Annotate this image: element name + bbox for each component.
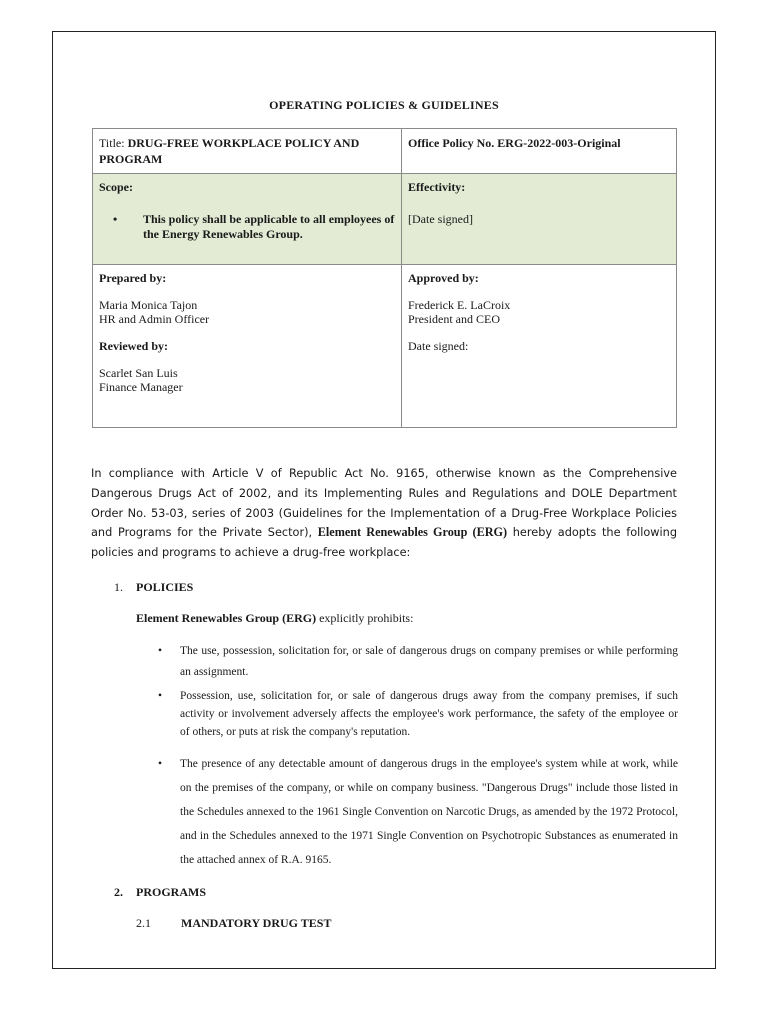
subsection-number: 2.1 xyxy=(136,916,151,930)
bullet-glyph: • xyxy=(158,690,163,702)
reviewed-name: Scarlet San Luis xyxy=(99,366,178,380)
section-number: 2. xyxy=(114,885,123,899)
effectivity-cell xyxy=(402,174,677,265)
org-name: Element Renewables Group (ERG) xyxy=(136,611,317,625)
policy-bullet xyxy=(158,687,678,741)
title-cell xyxy=(93,129,402,174)
intro-text-end: hereby adopts the following policies and programs to achieve a drug-free workplace: xyxy=(91,526,678,560)
scope-cell xyxy=(93,174,402,265)
intro-org-name: Element Renewables Group (ERG) xyxy=(317,525,508,540)
approved-name: Frederick E. LaCroix xyxy=(408,298,511,312)
office-policy-number: Office Policy No. ERG-2022-003-Original xyxy=(402,129,677,174)
section-number: 1. xyxy=(114,580,123,594)
approved-label: Approved by: xyxy=(408,271,479,285)
bullet-glyph: • xyxy=(113,212,118,226)
document-heading: OPERATING POLICIES & GUIDELINES xyxy=(269,98,499,112)
policy-bullet-text: The use, possession, solicitation for, or sale of dangerous drugs on company premises or while performing an assignment. xyxy=(180,645,678,678)
subsection-heading xyxy=(136,916,332,931)
scope-bullet xyxy=(113,212,395,242)
title-label: Title: xyxy=(99,136,128,150)
policy-info-table xyxy=(92,128,677,428)
prohibits-line xyxy=(136,611,413,626)
bullet-glyph: • xyxy=(158,645,163,657)
scope-label: Scope: xyxy=(99,180,133,194)
section-policies-heading xyxy=(114,580,193,595)
policy-bullet-text: The presence of any detectable amount of dangerous drugs in the employee's system while at work, while on the premises of the company, or while on company business. "Dangerous Drugs" include those listed in the Schedules annexed to the 1961 Single Convention on Narcotic Drugs, as amended by the 1972 Protocol, and in the Schedules annexed to the 1971 Single Convention on Psychotropic Substances as enumerated in the attached annex of R.A. 9165. xyxy=(180,758,678,866)
bullet-glyph: • xyxy=(158,758,163,770)
approved-cell xyxy=(402,265,677,428)
section-title: PROGRAMS xyxy=(136,885,206,899)
intro-paragraph xyxy=(91,464,677,563)
intro-text-start: In compliance with Article V of Republic Act No. 9165, otherwise known as the Comprehensive Dangerous Drugs Act of 2002, and its Implementing Rules and Regulations and DOLE Department Order No. 53-03, series of 2003 (Guidelines for the Implementation of a Drug-Free Workplace Policies and Programs for the Private Sector), xyxy=(91,467,677,540)
effectivity-value: [Date signed] xyxy=(408,212,473,226)
scope-text: This policy shall be applicable to all employees of the Energy Renewables Group. xyxy=(143,212,395,241)
approved-role: President and CEO xyxy=(408,312,500,326)
policy-bullet xyxy=(158,752,678,872)
section-programs-heading xyxy=(114,885,206,900)
policy-bullet-text: Possession, use, solicitation for, or sale of dangerous drugs away from the company premises, if such activity or involvement adversely affects the employee's work performance, the safety of the employee or of others, or puts at risk the company's reputation. xyxy=(180,690,678,738)
reviewed-label: Reviewed by: xyxy=(99,339,168,353)
date-signed-label: Date signed: xyxy=(408,339,469,353)
section-title: POLICIES xyxy=(136,580,194,594)
prepared-role: HR and Admin Officer xyxy=(99,312,210,326)
prepared-reviewed-cell xyxy=(93,265,402,428)
title-value: DRUG-FREE WORKPLACE POLICY AND PROGRAM xyxy=(99,136,360,166)
prepared-label: Prepared by: xyxy=(99,271,167,285)
prepared-name: Maria Monica Tajon xyxy=(99,298,198,312)
effectivity-label: Effectivity: xyxy=(408,180,466,194)
policy-bullet xyxy=(158,641,678,683)
subsection-title: MANDATORY DRUG TEST xyxy=(181,916,332,930)
reviewed-role: Finance Manager xyxy=(99,380,183,394)
prohibits-text: explicitly prohibits: xyxy=(316,611,414,625)
